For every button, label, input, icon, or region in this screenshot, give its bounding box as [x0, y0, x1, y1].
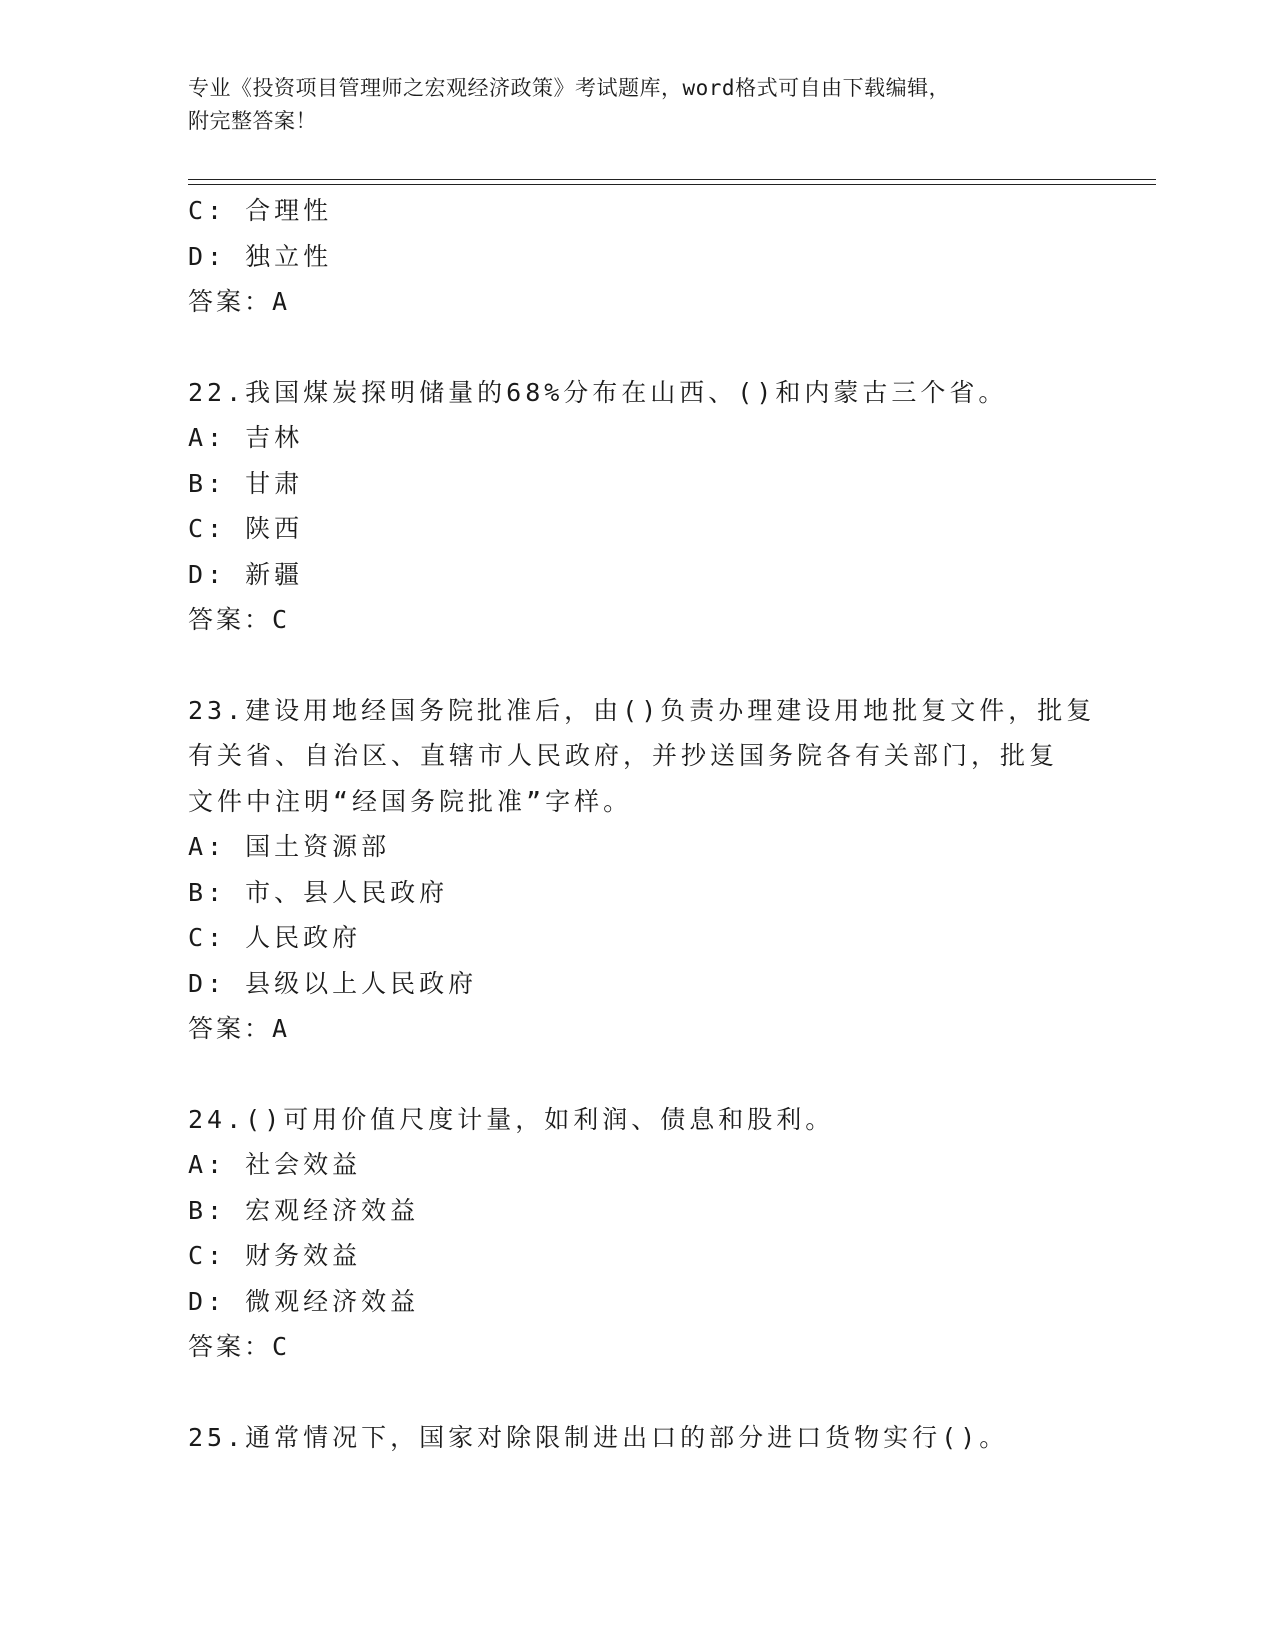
option-d: D: 微观经济效益 — [188, 1286, 420, 1316]
header-divider-top — [188, 179, 1156, 180]
question-list — [188, 188, 1096, 1460]
answer-value: A — [272, 287, 292, 316]
answer-label: 答案： — [188, 1014, 273, 1043]
option-b: B: 甘肃 — [188, 468, 304, 498]
option-b: B: 宏观经济效益 — [188, 1195, 420, 1225]
answer-line — [188, 1324, 1088, 1370]
question-block-21 — [188, 188, 1088, 325]
question-text: 24.()可用价值尺度计量，如利润、债息和股利。 — [188, 1104, 835, 1134]
question-text: 文件中注明“经国务院批准”字样。 — [188, 786, 633, 816]
answer-label: 答案： — [188, 605, 273, 634]
option-c: C: 人民政府 — [188, 923, 362, 952]
header-line-2: 附完整答案！ — [188, 109, 317, 133]
answer-label: 答案： — [188, 1332, 273, 1361]
answer-value: A — [272, 1014, 292, 1043]
option-d: D: 新疆 — [188, 559, 304, 589]
option-c: C: 合理性 — [188, 196, 333, 225]
question-text: 25.通常情况下，国家对除限制进出口的部分进口货物实行()。 — [188, 1422, 1009, 1452]
answer-value: C — [272, 1332, 292, 1361]
option-d: D: 独立性 — [188, 241, 333, 271]
question-text: 23.建设用地经国务院批准后，由()负责办理建设用地批复文件，批复 — [188, 695, 1096, 725]
option-d: D: 县级以上人民政府 — [188, 968, 478, 998]
header-line-1: 专业《投资项目管理师之宏观经济政策》考试题库，word格式可自由下载编辑， — [188, 76, 951, 100]
answer-line — [188, 279, 1088, 325]
document-header — [188, 72, 1088, 138]
question-block-24 — [188, 1097, 1088, 1370]
option-a: A: 国土资源部 — [188, 832, 391, 861]
option-b: B: 市、县人民政府 — [188, 877, 449, 907]
question-text: 有关省、自治区、直辖市人民政府，并抄送国务院各有关部门，批复 — [188, 741, 1059, 770]
question-block-23 — [188, 688, 1096, 1052]
option-c: C: 财务效益 — [188, 1241, 362, 1270]
answer-line — [188, 597, 1088, 643]
answer-line — [188, 1006, 1088, 1052]
option-a: A: 社会效益 — [188, 1150, 362, 1179]
header-divider-bottom — [188, 184, 1156, 185]
answer-label: 答案： — [188, 287, 273, 316]
answer-value: C — [272, 605, 292, 634]
question-block-25 — [188, 1415, 1088, 1461]
option-c: C: 陕西 — [188, 514, 304, 543]
question-text: 22.我国煤炭探明储量的68%分布在山西、()和内蒙古三个省。 — [188, 377, 1008, 407]
question-block-22 — [188, 370, 1088, 643]
option-a: A: 吉林 — [188, 423, 304, 452]
